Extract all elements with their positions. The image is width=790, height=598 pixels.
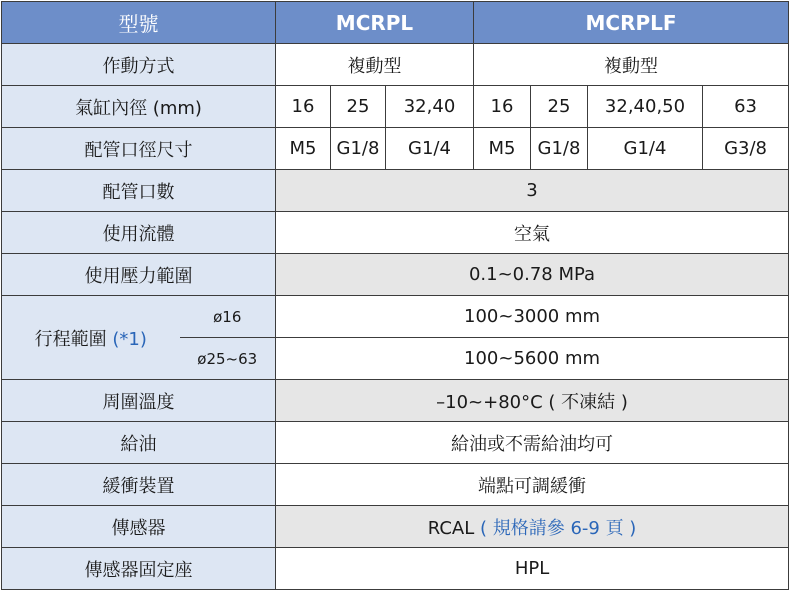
value-port-count: 3 bbox=[276, 170, 789, 212]
bore-cell: 63 bbox=[703, 86, 789, 128]
value-sensor bbox=[276, 506, 789, 548]
stroke-note: (*1) bbox=[112, 328, 147, 350]
bore-cell: 25 bbox=[331, 86, 386, 128]
label-sensor-mount: 傳感器固定座 bbox=[2, 548, 276, 590]
value-action-mcrplf: 複動型 bbox=[474, 44, 789, 86]
value-action-mcrpl: 複動型 bbox=[276, 44, 474, 86]
sensor-model: RCAL bbox=[427, 517, 475, 539]
port-cell: M5 bbox=[276, 128, 331, 170]
row-pressure bbox=[2, 254, 789, 296]
port-cell: G1/8 bbox=[531, 128, 588, 170]
value-pressure: 0.1~0.78 MPa bbox=[276, 254, 789, 296]
bore-cell: 25 bbox=[531, 86, 588, 128]
label-lube: 給油 bbox=[2, 422, 276, 464]
port-cell: G1/8 bbox=[331, 128, 386, 170]
label-sensor: 傳感器 bbox=[2, 506, 276, 548]
sensor-note: ( 規格請參 6-9 頁 ) bbox=[479, 517, 637, 539]
stroke-sub-16: ø16 bbox=[180, 296, 276, 338]
row-sensor bbox=[2, 506, 789, 548]
row-lube bbox=[2, 422, 789, 464]
label-bore: 氣缸內徑 (mm) bbox=[2, 86, 276, 128]
row-action bbox=[2, 44, 789, 86]
row-stroke-1 bbox=[2, 296, 789, 338]
label-temp: 周圍溫度 bbox=[2, 380, 276, 422]
value-stroke-16: 100~3000 mm bbox=[276, 296, 789, 338]
row-port-count bbox=[2, 170, 789, 212]
port-cell: G1/4 bbox=[386, 128, 474, 170]
value-lube: 給油或不需給油均可 bbox=[276, 422, 789, 464]
header-model: 型號 bbox=[2, 2, 276, 44]
value-stroke-25-63: 100~5600 mm bbox=[276, 338, 789, 380]
label-cushion: 緩衝裝置 bbox=[2, 464, 276, 506]
label-stroke bbox=[2, 296, 180, 380]
bore-cell: 32,40 bbox=[386, 86, 474, 128]
port-cell: G1/4 bbox=[588, 128, 703, 170]
value-temp: –10~+80°C ( 不凍結 ) bbox=[276, 380, 789, 422]
row-temp bbox=[2, 380, 789, 422]
stroke-sub-25-63: ø25~63 bbox=[180, 338, 276, 380]
header-mcrplf: MCRPLF bbox=[474, 2, 789, 44]
spec-table bbox=[1, 1, 789, 590]
value-fluid: 空氣 bbox=[276, 212, 789, 254]
row-fluid bbox=[2, 212, 789, 254]
row-port bbox=[2, 128, 789, 170]
port-cell: G3/8 bbox=[703, 128, 789, 170]
stroke-label: 行程範圍 bbox=[34, 328, 107, 350]
header-row bbox=[2, 2, 789, 44]
header-mcrpl: MCRPL bbox=[276, 2, 474, 44]
label-pressure: 使用壓力範圍 bbox=[2, 254, 276, 296]
label-fluid: 使用流體 bbox=[2, 212, 276, 254]
value-cushion: 端點可調緩衝 bbox=[276, 464, 789, 506]
row-sensor-mount bbox=[2, 548, 789, 590]
bore-cell: 16 bbox=[474, 86, 531, 128]
label-port: 配管口徑尺寸 bbox=[2, 128, 276, 170]
row-cushion bbox=[2, 464, 789, 506]
bore-cell: 32,40,50 bbox=[588, 86, 703, 128]
port-cell: M5 bbox=[474, 128, 531, 170]
label-port-count: 配管口數 bbox=[2, 170, 276, 212]
label-action: 作動方式 bbox=[2, 44, 276, 86]
bore-cell: 16 bbox=[276, 86, 331, 128]
row-bore bbox=[2, 86, 789, 128]
value-sensor-mount: HPL bbox=[276, 548, 789, 590]
